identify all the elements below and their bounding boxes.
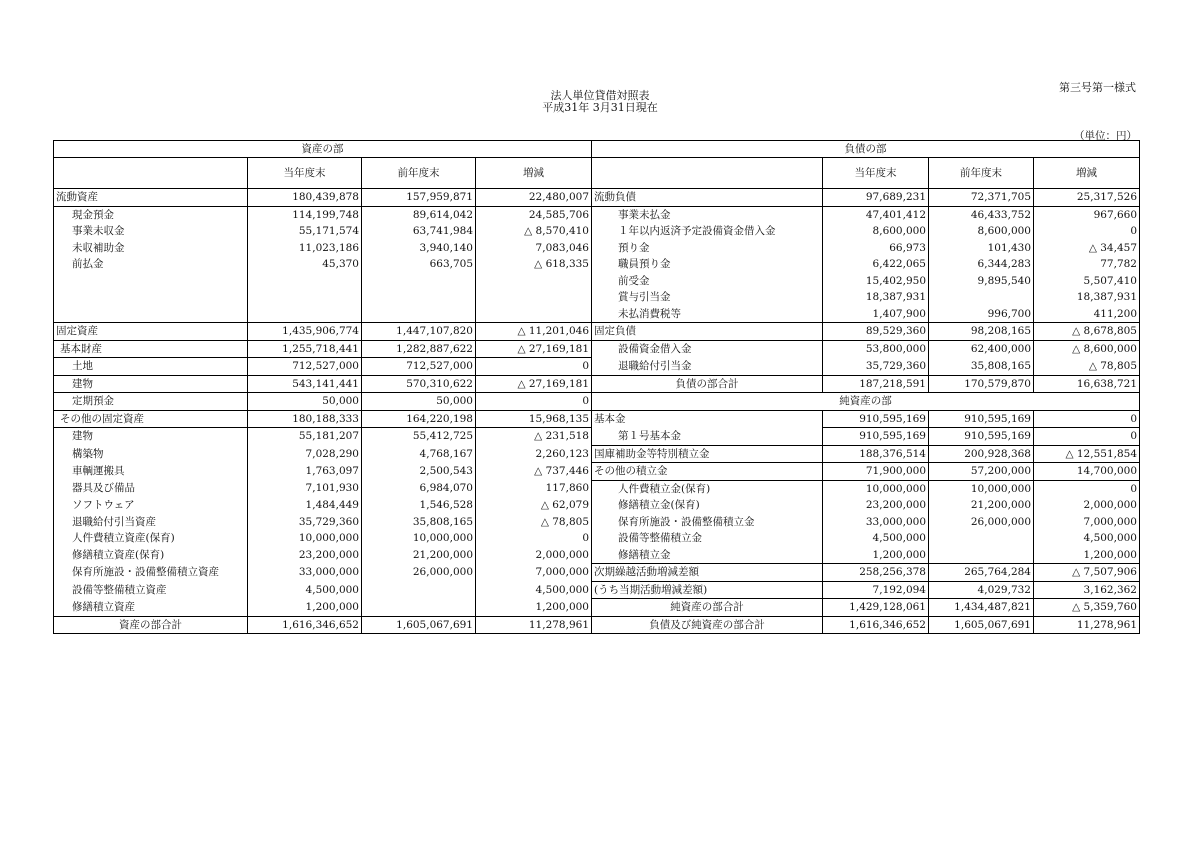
liability-previous-value: 200,928,368 bbox=[929, 445, 1034, 463]
asset-item-label: 建物 bbox=[54, 375, 248, 393]
liability-change-value: 0 bbox=[1034, 480, 1140, 497]
asset-previous-value: 1,282,887,622 bbox=[362, 340, 476, 358]
asset-item-label: 器具及び備品 bbox=[54, 480, 248, 497]
asset-previous-value bbox=[362, 599, 476, 617]
asset-item-label: 人件費積立資産(保育) bbox=[54, 530, 248, 547]
table-row bbox=[54, 189, 1140, 207]
liability-previous-value: 98,208,165 bbox=[929, 323, 1034, 341]
table-row bbox=[54, 564, 1140, 582]
liability-previous-value: 910,595,169 bbox=[929, 428, 1034, 446]
liability-item-label: １年以内返済予定設備資金借入金 bbox=[592, 223, 823, 240]
table-row bbox=[54, 445, 1140, 463]
liability-previous-value bbox=[929, 289, 1034, 306]
liability-previous-value: 26,000,000 bbox=[929, 514, 1034, 531]
liability-current-value: 910,595,169 bbox=[823, 410, 929, 428]
asset-previous-value: 3,940,140 bbox=[362, 240, 476, 257]
liability-item-label: 職員預り金 bbox=[592, 256, 823, 273]
liability-change-value: △ 8,678,805 bbox=[1034, 323, 1140, 341]
asset-previous-value: 21,200,000 bbox=[362, 547, 476, 564]
asset-item-label: 設備等整備積立資産 bbox=[54, 581, 248, 599]
asset-change-value: △ 27,169,181 bbox=[476, 340, 592, 358]
asset-item-label: 車輌運搬具 bbox=[54, 463, 248, 481]
asset-current-value: 55,181,207 bbox=[248, 428, 362, 446]
asset-current-value: 712,527,000 bbox=[248, 358, 362, 376]
asset-current-value: 1,484,449 bbox=[248, 497, 362, 514]
liability-current-value: 7,192,094 bbox=[823, 581, 929, 599]
asset-previous-value: 4,768,167 bbox=[362, 445, 476, 463]
balance-sheet-table bbox=[53, 140, 1140, 634]
liability-previous-value: 35,808,165 bbox=[929, 358, 1034, 376]
asset-previous-value: 2,500,543 bbox=[362, 463, 476, 481]
liability-previous-value: 996,700 bbox=[929, 306, 1034, 323]
table-row bbox=[54, 289, 1140, 306]
asset-current-value bbox=[248, 273, 362, 290]
asset-previous-value: 1,546,528 bbox=[362, 497, 476, 514]
liability-previous-value: 101,430 bbox=[929, 240, 1034, 257]
asset-item-label: ソフトウェア bbox=[54, 497, 248, 514]
asset-change-value: 2,000,000 bbox=[476, 547, 592, 564]
liability-change-value: 18,387,931 bbox=[1034, 289, 1140, 306]
liability-item-label: 保育所施設・設備整備積立金 bbox=[592, 514, 823, 531]
asset-current-value: 7,028,290 bbox=[248, 445, 362, 463]
liabilities-previous-header: 前年度末 bbox=[929, 158, 1034, 189]
asset-item-label: 資産の部合計 bbox=[54, 616, 248, 634]
asset-change-value: 1,200,000 bbox=[476, 599, 592, 617]
asset-change-value bbox=[476, 306, 592, 323]
liability-current-value: 1,407,900 bbox=[823, 306, 929, 323]
table-row bbox=[54, 340, 1140, 358]
liabilities-item-header bbox=[592, 158, 823, 189]
liability-item-label: 国庫補助金等特別積立金 bbox=[592, 445, 823, 463]
liability-previous-value: 170,579,870 bbox=[929, 375, 1034, 393]
asset-item-label: 土地 bbox=[54, 358, 248, 376]
asset-change-value: 24,585,706 bbox=[476, 206, 592, 223]
liability-current-value: 1,616,346,652 bbox=[823, 616, 929, 634]
liability-item-label: 設備等整備積立金 bbox=[592, 530, 823, 547]
liabilities-current-header: 当年度末 bbox=[823, 158, 929, 189]
asset-item-label: その他の固定資産 bbox=[54, 410, 248, 428]
asset-change-value: 7,000,000 bbox=[476, 564, 592, 582]
asset-item-label: 固定資産 bbox=[54, 323, 248, 341]
liability-previous-value: 1,434,487,821 bbox=[929, 599, 1034, 617]
table-row bbox=[54, 240, 1140, 257]
liability-previous-value: 1,605,067,691 bbox=[929, 616, 1034, 634]
liability-previous-value: 8,600,000 bbox=[929, 223, 1034, 240]
liability-item-label: 設備資金借入金 bbox=[592, 340, 823, 358]
unit-label: （単位：円） bbox=[1074, 130, 1137, 142]
liability-item-label: (うち当期活動増減差額) bbox=[592, 581, 823, 599]
table-row bbox=[54, 428, 1140, 446]
asset-previous-value: 1,447,107,820 bbox=[362, 323, 476, 341]
asset-change-value bbox=[476, 273, 592, 290]
table-row bbox=[54, 358, 1140, 376]
liability-change-value: 411,200 bbox=[1034, 306, 1140, 323]
liability-current-value: 8,600,000 bbox=[823, 223, 929, 240]
asset-current-value: 180,188,333 bbox=[248, 410, 362, 428]
liability-change-value: △ 12,551,854 bbox=[1034, 445, 1140, 463]
liability-change-value: 0 bbox=[1034, 223, 1140, 240]
liability-item-label: 賞与引当金 bbox=[592, 289, 823, 306]
asset-item-label: 基本財産 bbox=[54, 340, 248, 358]
liability-current-value: 53,800,000 bbox=[823, 340, 929, 358]
liability-current-value: 33,000,000 bbox=[823, 514, 929, 531]
liability-change-value: 0 bbox=[1034, 428, 1140, 446]
liability-current-value: 47,401,412 bbox=[823, 206, 929, 223]
liability-item-label: 退職給付引当金 bbox=[592, 358, 823, 376]
liability-item-label: 事業未払金 bbox=[592, 206, 823, 223]
asset-current-value: 1,200,000 bbox=[248, 599, 362, 617]
liability-item-label: 負債の部合計 bbox=[592, 375, 823, 393]
table-row bbox=[54, 223, 1140, 240]
liability-change-value: 3,162,362 bbox=[1034, 581, 1140, 599]
asset-change-value: 11,278,961 bbox=[476, 616, 592, 634]
document-title: 法人単位貸借対照表 bbox=[550, 89, 650, 102]
asset-change-value: 2,260,123 bbox=[476, 445, 592, 463]
liability-current-value: 910,595,169 bbox=[823, 428, 929, 446]
table-row bbox=[54, 581, 1140, 599]
column-header-row bbox=[54, 158, 1140, 189]
asset-item-label bbox=[54, 289, 248, 306]
asset-item-label: 構築物 bbox=[54, 445, 248, 463]
asset-previous-value: 55,412,725 bbox=[362, 428, 476, 446]
table-row bbox=[54, 410, 1140, 428]
liability-item-label: 未払消費税等 bbox=[592, 306, 823, 323]
liability-change-value: △ 34,457 bbox=[1034, 240, 1140, 257]
asset-change-value bbox=[476, 289, 592, 306]
liability-previous-value: 62,400,000 bbox=[929, 340, 1034, 358]
asset-change-value: △ 8,570,410 bbox=[476, 223, 592, 240]
asset-current-value: 23,200,000 bbox=[248, 547, 362, 564]
table-row bbox=[54, 530, 1140, 547]
liability-item-label: 純資産の部合計 bbox=[592, 599, 823, 617]
liability-current-value: 66,973 bbox=[823, 240, 929, 257]
table-row bbox=[54, 206, 1140, 223]
asset-current-value: 543,141,441 bbox=[248, 375, 362, 393]
assets-section-header: 資産の部 bbox=[54, 141, 592, 158]
liability-change-value: △ 8,600,000 bbox=[1034, 340, 1140, 358]
asset-current-value: 1,763,097 bbox=[248, 463, 362, 481]
asset-previous-value: 89,614,042 bbox=[362, 206, 476, 223]
assets-current-header: 当年度末 bbox=[248, 158, 362, 189]
liability-current-value: 97,689,231 bbox=[823, 189, 929, 207]
asset-item-label: 事業未収金 bbox=[54, 223, 248, 240]
asset-item-label: 現金預金 bbox=[54, 206, 248, 223]
asset-previous-value: 26,000,000 bbox=[362, 564, 476, 582]
liability-current-value: 35,729,360 bbox=[823, 358, 929, 376]
asset-change-value: △ 231,518 bbox=[476, 428, 592, 446]
asset-current-value: 1,255,718,441 bbox=[248, 340, 362, 358]
liability-previous-value: 21,200,000 bbox=[929, 497, 1034, 514]
liability-current-value: 1,429,128,061 bbox=[823, 599, 929, 617]
liability-previous-value: 9,895,540 bbox=[929, 273, 1034, 290]
asset-change-value: 4,500,000 bbox=[476, 581, 592, 599]
liability-item-label: 次期繰越活動増減差額 bbox=[592, 564, 823, 582]
asset-current-value: 35,729,360 bbox=[248, 514, 362, 531]
liability-change-value: 4,500,000 bbox=[1034, 530, 1140, 547]
asset-item-label: 定期預金 bbox=[54, 393, 248, 411]
asset-item-label bbox=[54, 273, 248, 290]
asset-current-value: 11,023,186 bbox=[248, 240, 362, 257]
asset-change-value: △ 62,079 bbox=[476, 497, 592, 514]
asset-previous-value: 50,000 bbox=[362, 393, 476, 411]
asset-current-value: 1,616,346,652 bbox=[248, 616, 362, 634]
table-row bbox=[54, 599, 1140, 617]
table-row bbox=[54, 393, 1140, 411]
asset-previous-value: 712,527,000 bbox=[362, 358, 476, 376]
liability-item-label: 第１号基本金 bbox=[592, 428, 823, 446]
liability-previous-value: 6,344,283 bbox=[929, 256, 1034, 273]
asset-item-label: 修繕積立資産(保育) bbox=[54, 547, 248, 564]
table-row bbox=[54, 514, 1140, 531]
liability-item-label: 流動負債 bbox=[592, 189, 823, 207]
asset-change-value: 7,083,046 bbox=[476, 240, 592, 257]
liability-current-value: 15,402,950 bbox=[823, 273, 929, 290]
table-row bbox=[54, 256, 1140, 273]
liability-change-value: 16,638,721 bbox=[1034, 375, 1140, 393]
asset-current-value: 33,000,000 bbox=[248, 564, 362, 582]
liability-previous-value: 4,029,732 bbox=[929, 581, 1034, 599]
liability-change-value: △ 78,805 bbox=[1034, 358, 1140, 376]
table-row bbox=[54, 273, 1140, 290]
table-row bbox=[54, 547, 1140, 564]
assets-previous-header: 前年度末 bbox=[362, 158, 476, 189]
liability-current-value: 187,218,591 bbox=[823, 375, 929, 393]
asset-current-value bbox=[248, 289, 362, 306]
liability-previous-value bbox=[929, 530, 1034, 547]
asset-change-value: △ 11,201,046 bbox=[476, 323, 592, 341]
document-date: 平成31年 3月31日現在 bbox=[542, 101, 658, 114]
asset-previous-value bbox=[362, 581, 476, 599]
asset-item-label: 前払金 bbox=[54, 256, 248, 273]
asset-current-value: 55,171,574 bbox=[248, 223, 362, 240]
asset-change-value: 0 bbox=[476, 530, 592, 547]
liability-item-label: 前受金 bbox=[592, 273, 823, 290]
asset-current-value bbox=[248, 306, 362, 323]
table-row bbox=[54, 306, 1140, 323]
liability-item-label: 修繕積立金(保育) bbox=[592, 497, 823, 514]
liability-previous-value: 265,764,284 bbox=[929, 564, 1034, 582]
asset-previous-value: 1,605,067,691 bbox=[362, 616, 476, 634]
asset-item-label bbox=[54, 306, 248, 323]
asset-item-label: 建物 bbox=[54, 428, 248, 446]
asset-previous-value: 164,220,198 bbox=[362, 410, 476, 428]
liability-current-value: 1,200,000 bbox=[823, 547, 929, 564]
asset-current-value: 1,435,906,774 bbox=[248, 323, 362, 341]
asset-change-value: △ 27,169,181 bbox=[476, 375, 592, 393]
liability-change-value: 11,278,961 bbox=[1034, 616, 1140, 634]
liability-change-value: 5,507,410 bbox=[1034, 273, 1140, 290]
asset-item-label: 退職給付引当資産 bbox=[54, 514, 248, 531]
section-header-row bbox=[54, 141, 1140, 158]
liability-change-value: 14,700,000 bbox=[1034, 463, 1140, 481]
table-row bbox=[54, 497, 1140, 514]
liability-item-label: 負債及び純資産の部合計 bbox=[592, 616, 823, 634]
title-block bbox=[0, 90, 1200, 114]
asset-current-value: 50,000 bbox=[248, 393, 362, 411]
liability-current-value: 6,422,065 bbox=[823, 256, 929, 273]
liability-previous-value: 72,371,705 bbox=[929, 189, 1034, 207]
asset-current-value: 10,000,000 bbox=[248, 530, 362, 547]
assets-item-header bbox=[54, 158, 248, 189]
asset-item-label: 未収補助金 bbox=[54, 240, 248, 257]
liability-previous-value bbox=[929, 547, 1034, 564]
asset-previous-value: 663,705 bbox=[362, 256, 476, 273]
asset-previous-value bbox=[362, 306, 476, 323]
asset-change-value: △ 737,446 bbox=[476, 463, 592, 481]
liability-item-label: 人件費積立金(保育) bbox=[592, 480, 823, 497]
asset-current-value: 180,439,878 bbox=[248, 189, 362, 207]
asset-change-value: 0 bbox=[476, 358, 592, 376]
liability-current-value: 18,387,931 bbox=[823, 289, 929, 306]
asset-current-value: 114,199,748 bbox=[248, 206, 362, 223]
liability-current-value: 10,000,000 bbox=[823, 480, 929, 497]
liability-change-value: △ 7,507,906 bbox=[1034, 564, 1140, 582]
table-row bbox=[54, 375, 1140, 393]
asset-item-label: 流動資産 bbox=[54, 189, 248, 207]
liability-current-value: 258,256,378 bbox=[823, 564, 929, 582]
asset-item-label: 保育所施設・設備整備積立資産 bbox=[54, 564, 248, 582]
liability-item-label: 預り金 bbox=[592, 240, 823, 257]
asset-change-value: △ 618,335 bbox=[476, 256, 592, 273]
liability-current-value: 89,529,360 bbox=[823, 323, 929, 341]
liability-previous-value: 910,595,169 bbox=[929, 410, 1034, 428]
liability-section-label: 純資産の部 bbox=[592, 393, 1140, 411]
asset-change-value: 117,860 bbox=[476, 480, 592, 497]
liability-previous-value: 57,200,000 bbox=[929, 463, 1034, 481]
liability-current-value: 4,500,000 bbox=[823, 530, 929, 547]
asset-change-value: 15,968,135 bbox=[476, 410, 592, 428]
asset-previous-value: 10,000,000 bbox=[362, 530, 476, 547]
liability-item-label: その他の積立金 bbox=[592, 463, 823, 481]
liability-previous-value: 10,000,000 bbox=[929, 480, 1034, 497]
asset-previous-value: 63,741,984 bbox=[362, 223, 476, 240]
liability-change-value: △ 5,359,760 bbox=[1034, 599, 1140, 617]
form-number: 第三号第一様式 bbox=[1059, 81, 1136, 94]
table-row bbox=[54, 480, 1140, 497]
asset-change-value: 22,480,007 bbox=[476, 189, 592, 207]
liability-item-label: 修繕積立金 bbox=[592, 547, 823, 564]
asset-item-label: 修繕積立資産 bbox=[54, 599, 248, 617]
asset-previous-value bbox=[362, 273, 476, 290]
liability-item-label: 固定負債 bbox=[592, 323, 823, 341]
liabilities-section-header: 負債の部 bbox=[592, 141, 1140, 158]
liability-current-value: 23,200,000 bbox=[823, 497, 929, 514]
asset-previous-value bbox=[362, 289, 476, 306]
table-row bbox=[54, 463, 1140, 481]
liability-change-value: 1,200,000 bbox=[1034, 547, 1140, 564]
liability-change-value: 7,000,000 bbox=[1034, 514, 1140, 531]
table-row bbox=[54, 616, 1140, 634]
liabilities-change-header: 増減 bbox=[1034, 158, 1140, 189]
asset-previous-value: 570,310,622 bbox=[362, 375, 476, 393]
liability-change-value: 77,782 bbox=[1034, 256, 1140, 273]
table-row bbox=[54, 323, 1140, 341]
asset-change-value: △ 78,805 bbox=[476, 514, 592, 531]
liability-change-value: 25,317,526 bbox=[1034, 189, 1140, 207]
asset-current-value: 7,101,930 bbox=[248, 480, 362, 497]
liability-item-label: 基本金 bbox=[592, 410, 823, 428]
assets-change-header: 増減 bbox=[476, 158, 592, 189]
asset-previous-value: 35,808,165 bbox=[362, 514, 476, 531]
liability-current-value: 71,900,000 bbox=[823, 463, 929, 481]
asset-current-value: 45,370 bbox=[248, 256, 362, 273]
asset-change-value: 0 bbox=[476, 393, 592, 411]
liability-change-value: 2,000,000 bbox=[1034, 497, 1140, 514]
asset-previous-value: 157,959,871 bbox=[362, 189, 476, 207]
liability-current-value: 188,376,514 bbox=[823, 445, 929, 463]
asset-current-value: 4,500,000 bbox=[248, 581, 362, 599]
liability-previous-value: 46,433,752 bbox=[929, 206, 1034, 223]
liability-change-value: 0 bbox=[1034, 410, 1140, 428]
asset-previous-value: 6,984,070 bbox=[362, 480, 476, 497]
liability-change-value: 967,660 bbox=[1034, 206, 1140, 223]
